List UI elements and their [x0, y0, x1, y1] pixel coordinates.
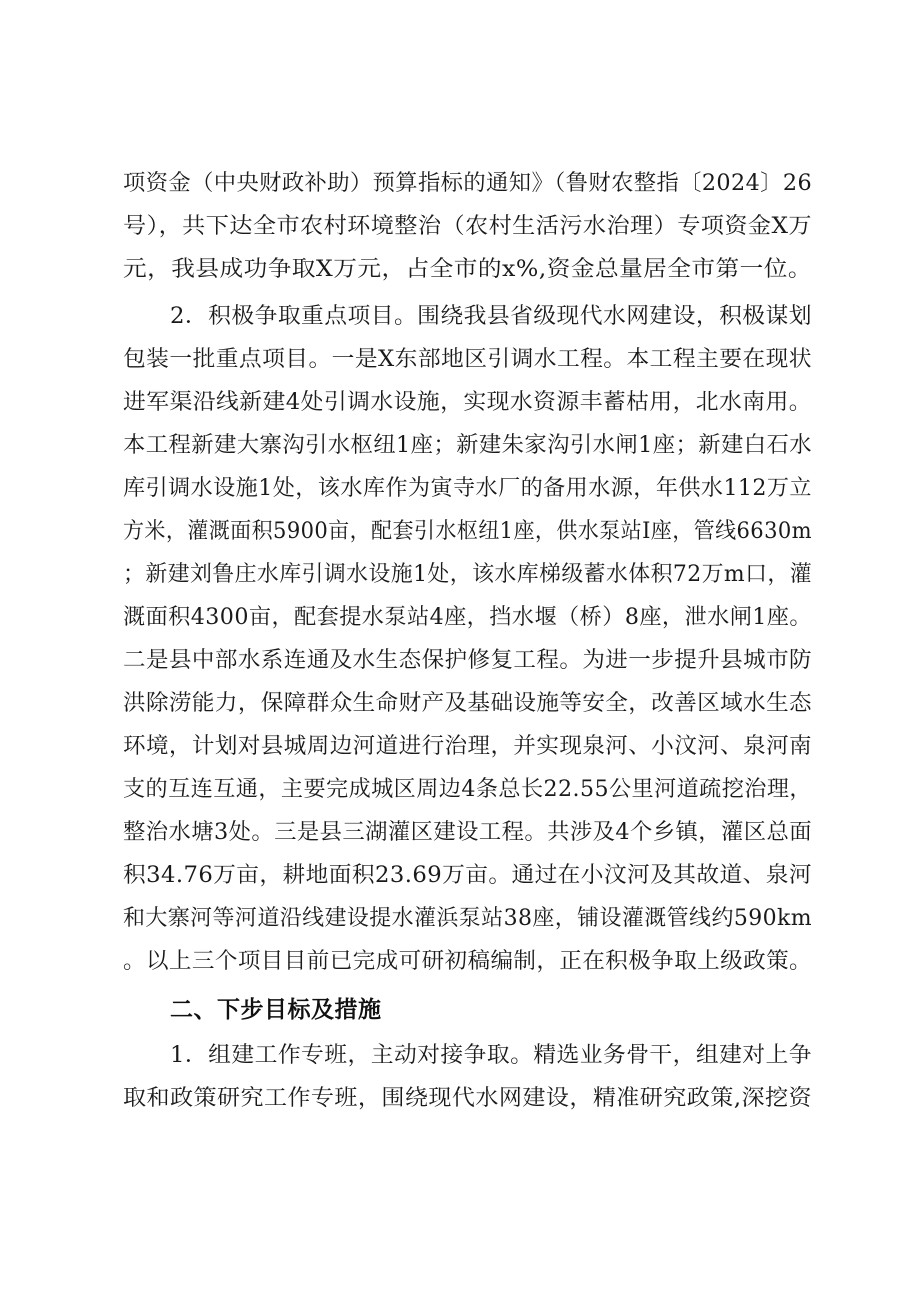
body-text-line: 库引调水设施1处，该水库作为寅寺水厂的备用水源，年供水112万立 [123, 476, 812, 501]
body-text-line: 项资金（中央财政补助）预算指标的通知》（鲁财农整指〔2024〕26 [123, 171, 813, 196]
body-text-line: 。以上三个项目目前已完成可研初稿编制，正在积极争取上级政策。 [123, 949, 813, 974]
body-text-line: 积34.76万亩，耕地面积23.69万亩。通过在小汶河及其故道、泉河 [123, 863, 813, 888]
body-text-line: 洪除涝能力，保障群众生命财产及基础设施等安全，改善区域水生态 [123, 691, 813, 716]
body-text-line: 二是县中部水系连通及水生态保护修复工程。为进一步提升县城市防 [123, 648, 813, 673]
body-text-line: 元，我县成功争取X万元，占全市的x%,资金总量居全市第一位。 [123, 257, 812, 282]
body-text-line: 方米，灌溉面积5900亩，配套引水枢纽1座，供水泵站I座，管线6630m [123, 519, 812, 544]
body-text-line: 号），共下达全市农村环境整治（农村生活污水治理）专项资金X万 [123, 214, 812, 239]
body-text-line: 本工程新建大寨沟引水枢纽1座；新建朱家沟引水闸1座；新建白石水 [123, 433, 812, 458]
body-text-line: 支的互连互通，主要完成城区周边4条总长22.55公里河道疏挖治理， [123, 777, 812, 802]
body-text-line: 溉面积4300亩，配套提水泵站4座，挡水堰（桥）8座，泄水闸1座。 [123, 605, 812, 630]
section-heading: 二、下步目标及措施 [170, 997, 382, 1023]
body-text-line: 包装一批重点项目。一是X东部地区引调水工程。本工程主要在现状 [123, 347, 812, 372]
body-text-line: 和大寨河等河道沿线建设提水灌浜泵站38座，铺设灌溉管线约590km [123, 906, 812, 931]
body-text-line: 环境，计划对县城周边河道进行治理，并实现泉河、小汶河、泉河南 [123, 734, 813, 759]
body-text-line: ；新建刘鲁庄水库引调水设施1处，该水库梯级蓄水体积72万m口，灌 [123, 562, 813, 587]
body-text-line: 进军渠沿线新建4处引调水设施，实现水资源丰蓄枯用，北水南用。 [123, 390, 813, 415]
body-text-line: 取和政策研究工作专班，围绕现代水网建设，精准研究政策,深挖资 [123, 1086, 812, 1111]
body-text-line: 整治水塘3处。三是县三湖灌区建设工程。共涉及4个乡镇，灌区总面 [123, 820, 812, 845]
paragraph-start-line: 2．积极争取重点项目。围绕我县省级现代水网建设，积极谋划 [170, 304, 812, 329]
paragraph-start-line: 1．组建工作专班，主动对接争取。精选业务骨干，组建对上争 [170, 1043, 812, 1068]
